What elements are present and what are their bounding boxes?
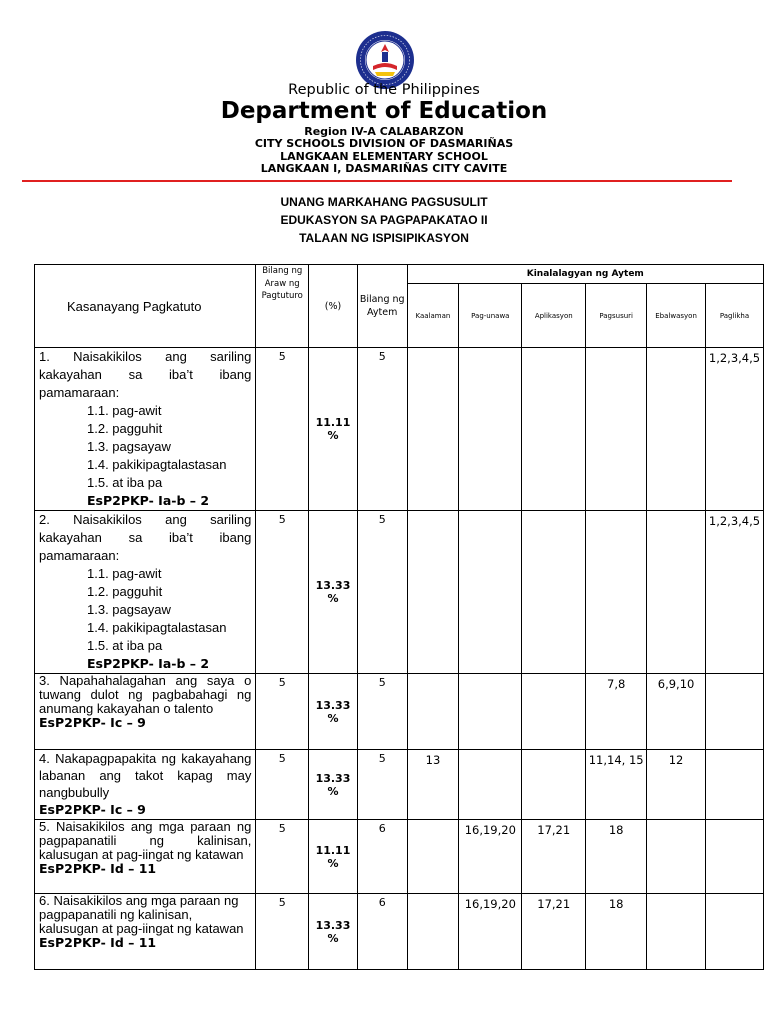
days-cell: 5 [256,674,309,750]
sub-skill: 1.5. at iba pa [87,638,163,653]
header-competency: Kasanayang Pagkatuto [35,265,256,348]
percent-cell: 11.11 % [309,348,358,511]
header-days: Bilang ng Araw ng Pagtuturo [256,265,309,348]
percent-cell: 13.33 % [309,674,358,750]
competency-code: EsP2PKP- Ia-b – 2 [87,656,210,671]
header-level: Pagsusuri [586,284,647,348]
specification-table [34,264,764,970]
percent-cell: 13.33 % [309,750,358,820]
level-cell [459,511,522,674]
competency-text: 6. Naisakikilos ang mga paraan ng pagpapanatili ng kalinisan, kalusugan at pag-iingat ng katawan [39,893,244,936]
table-row [35,820,764,894]
table-row [35,511,764,674]
level-cell: 17,21 [522,894,586,970]
table-row [35,750,764,820]
competency-cell [35,674,256,750]
competency-text: 5. Naisakikilos ang mga paraan ng pagpapanatili ng kalinisan, kalusugan at pag-iingat ng katawan [39,819,252,862]
level-cell: 16,19,20 [459,820,522,894]
competency-cell [35,511,256,674]
table-row [35,894,764,970]
percent-cell: 11.11 % [309,820,358,894]
competency-text: 3. Napahahalagahan ang saya o tuwang dulot ng pagbabahagi ng anumang kakayahan o talento [39,673,252,716]
level-cell [586,511,647,674]
percent-cell: 13.33 % [309,894,358,970]
competency-code: EsP2PKP- Ia-b – 2 [87,493,210,508]
level-cell: 12 [647,750,706,820]
level-cell: 6,9,10 [647,674,706,750]
level-cell [407,511,459,674]
competency-code: EsP2PKP- Ic – 9 [39,802,146,817]
level-cell [647,820,706,894]
level-cell [706,674,764,750]
school-line: LANGKAAN ELEMENTARY SCHOOL [280,150,488,163]
address-line: LANGKAAN I, DASMARIÑAS CITY CAVITE [260,162,508,175]
sub-skill: 1.1. pag-awit [87,566,162,581]
level-cell [647,511,706,674]
level-cell [459,674,522,750]
level-cell [407,894,459,970]
level-cell [522,511,586,674]
competency-cell [35,348,256,511]
level-cell [522,348,586,511]
days-cell: 5 [256,348,309,511]
level-cell [459,750,522,820]
header-level: Paglikha [706,284,764,348]
header-level: Kaalaman [407,284,459,348]
sub-skill: 1.3. pagsayaw [87,602,171,617]
level-cell [522,750,586,820]
sub-skill: 1.4. pakikipagtalastasan [87,457,227,472]
level-cell: 18 [586,894,647,970]
competency-cell [35,750,256,820]
level-cell [586,348,647,511]
level-cell [647,894,706,970]
competency-text: 4. Nakapagpapakita ng kakayahang labanan ang takot kapag may nangbubully [39,751,252,800]
deped-seal-icon [355,30,415,90]
level-cell: 11,14, 15 [586,750,647,820]
days-cell: 5 [256,750,309,820]
header-items: Bilang ng Aytem [357,265,407,348]
items-cell: 5 [357,511,407,674]
level-cell [407,820,459,894]
table-header-row [35,265,764,284]
sub-skill: 1.2. pagguhit [87,421,163,436]
level-cell [706,750,764,820]
level-cell: 16,19,20 [459,894,522,970]
level-cell: 18 [586,820,647,894]
sub-skill: 1.2. pagguhit [87,584,163,599]
items-cell: 6 [357,820,407,894]
level-cell: 7,8 [586,674,647,750]
competency-code: EsP2PKP- Ic – 9 [39,715,146,730]
items-cell: 5 [357,348,407,511]
days-cell: 5 [256,894,309,970]
header-placement: Kinalalagyan ng Aytem [407,265,763,284]
level-cell [706,894,764,970]
days-cell: 5 [256,820,309,894]
competency-code: EsP2PKP- Id – 11 [39,861,157,876]
level-cell [706,820,764,894]
table-row [35,348,764,511]
header-level: Pag-unawa [459,284,522,348]
level-cell [459,348,522,511]
items-cell: 6 [357,894,407,970]
level-cell [407,348,459,511]
competency-code: EsP2PKP- Id – 11 [39,935,157,950]
republic-line: Republic of the Philippines [288,82,480,98]
exam-title: UNANG MARKAHANG PAGSUSULIT [280,195,488,209]
days-cell: 5 [256,511,309,674]
level-cell: 1,2,3,4,5 [706,511,764,674]
header-divider [22,180,732,182]
sub-skill: 1.4. pakikipagtalastasan [87,620,227,635]
department-title: Department of Education [220,98,548,124]
level-cell [647,348,706,511]
region-line: Region IV-A CALABARZON [304,125,464,138]
competency-cell [35,820,256,894]
header-level: Ebalwasyon [647,284,706,348]
level-cell: 1,2,3,4,5 [706,348,764,511]
items-cell: 5 [357,750,407,820]
sub-skill: 1.3. pagsayaw [87,439,171,454]
table-title: TALAAN NG ISPISIPIKASYON [299,231,469,245]
table-row [35,674,764,750]
items-cell: 5 [357,674,407,750]
level-cell [407,674,459,750]
competency-cell [35,894,256,970]
percent-cell: 13.33 % [309,511,358,674]
sub-skill: 1.1. pag-awit [87,403,162,418]
subject-title: EDUKASYON SA PAGPAPAKATAO II [280,213,488,227]
header-percent: (%) [309,265,358,348]
sub-skill: 1.5. at iba pa [87,475,163,490]
division-line: CITY SCHOOLS DIVISION OF DASMARIÑAS [254,137,514,150]
competency-text: 1. Naisakikilos ang sariling kakayahan sa iba’t ibang pamamaraan: [39,349,252,400]
competency-text: 2. Naisakikilos ang sariling kakayahan sa iba’t ibang pamamaraan: [39,512,252,563]
header-level: Aplikasyon [522,284,586,348]
level-cell [522,674,586,750]
level-cell: 17,21 [522,820,586,894]
level-cell: 13 [407,750,459,820]
